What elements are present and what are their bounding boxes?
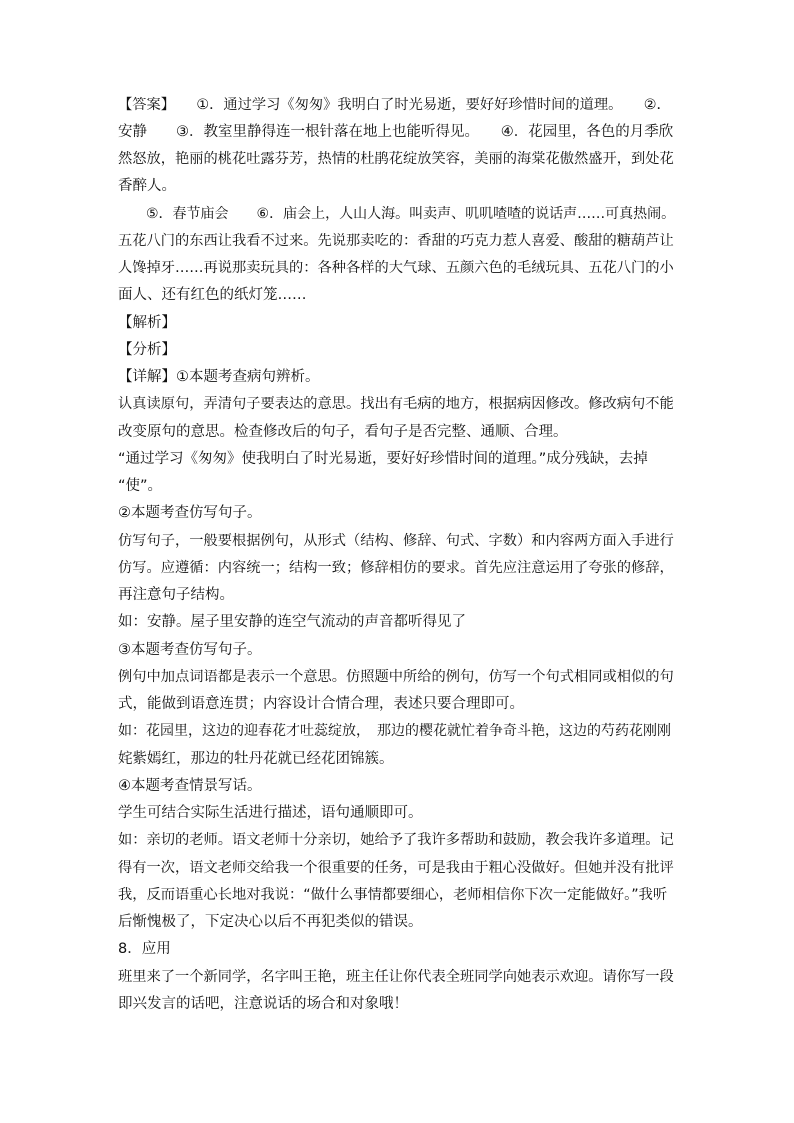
paragraph-line: 式，能做到语意连贯；内容设计合情合理，表述只要合理即可。 [118,696,524,712]
answer-line-8: 面人、还有红色的纸灯笼…… [118,287,307,303]
question-8-prompt: 即兴发言的话吧，注意说话的场合和对象哦！ [118,996,408,1012]
paragraph-line: 改变原句的意思。检查修改后的句子，看句子是否完整、通顺、合理。 [118,424,568,440]
example-line: 后惭愧极了，下定决心以后不再犯类似的错误。 [118,914,423,930]
paragraph-line: 再注意句子结构。 [118,587,234,603]
example-line: 如：亲切的老师。语文老师十分亲切，她给予了我许多帮助和鼓励，教会我许多道理。记 [118,832,674,848]
paragraph-line: 仿写句子，一般要根据例句，从形式（结构、修辞、句式、字数）和内容两方面入手进行 [118,533,674,549]
question-8-heading: 8．应用 [118,941,171,957]
answer-line-1: 【答案】 ①．通过学习《匆匆》我明白了时光易逝，要好好珍惜时间的道理。 ②． [118,97,671,113]
example-line: 姹紫嫣红，那边的牡丹花就已经花团锦簇。 [118,751,394,767]
example-line: 我，反而语重心长地对我说：“做什么事情都要细心，老师相信你下次一定能做好。”我听 [118,887,668,903]
section-heading-fenxi: 【分析】 [118,342,176,358]
paragraph-line: 认真读原句，弄清句子要表达的意思。找出有毛病的地方，根据病因修改。修改病句不能 [118,396,674,412]
example-line: 得有一次，语文老师交给我一个很重要的任务，可是我由于粗心没做好。但她并没有批评 [118,860,674,876]
answer-line-5: ⑤．春节庙会 ⑥．庙会上，人山人海。叫卖声、叽叽喳喳的说话声……可真热闹。 [118,206,676,222]
paragraph-line: 学生可结合实际生活进行描述，语句通顺即可。 [118,805,423,821]
paragraph-line: 例句中加点词语都是表示一个意思。仿照题中所给的例句，仿写一个句式相同或相似的句 [118,669,674,685]
question-heading: ③本题考查仿写句子。 [118,642,262,658]
paragraph-line: “使”。 [118,478,163,494]
answer-line-4: 香醉人。 [118,178,176,194]
example-line: 如：花园里，这边的迎春花才吐蕊绽放， 那边的樱花就忙着争奇斗艳，这边的芍药花刚刚 [118,723,671,739]
answer-line-2: 安静 ③．教室里静得连一根针落在地上也能听得见。 ④．花园里，各色的月季欣 [118,124,674,140]
question-heading: ④本题考查情景写话。 [118,778,262,794]
example-line: 如：安静。屋子里安静的连空气流动的声音都听得见了 [118,614,466,630]
answer-line-3: 然怒放，艳丽的桃花吐露芬芳，热情的杜鹃花绽放笑容，美丽的海棠花傲然盛开，到处花 [118,151,674,167]
section-heading-jiexi: 【解析】 [118,315,176,331]
answer-line-7: 人馋掉牙……再说那卖玩具的：各种各样的大气球、五颜六色的毛绒玩具、五花八门的小 [118,260,674,276]
section-heading-xiangjie: 【详解】①本题考查病句辨析。 [118,369,320,385]
question-8-prompt: 班里来了一个新同学，名字叫王艳，班主任让你代表全班同学向她表示欢迎。请你写一段 [118,969,674,985]
paragraph-line: 仿写。应遵循：内容统一；结构一致；修辞相仿的要求。首先应注意运用了夸张的修辞， [118,560,674,576]
question-heading: ②本题考查仿写句子。 [118,505,262,521]
paragraph-line: “通过学习《匆匆》使我明白了时光易逝，要好好珍惜时间的道理。”成分残缺，去掉 [118,451,648,467]
answer-line-6: 五花八门的东西让我看不过来。先说那卖吃的：香甜的巧克力惹人喜爱、酸甜的糖葫芦让 [118,233,674,249]
